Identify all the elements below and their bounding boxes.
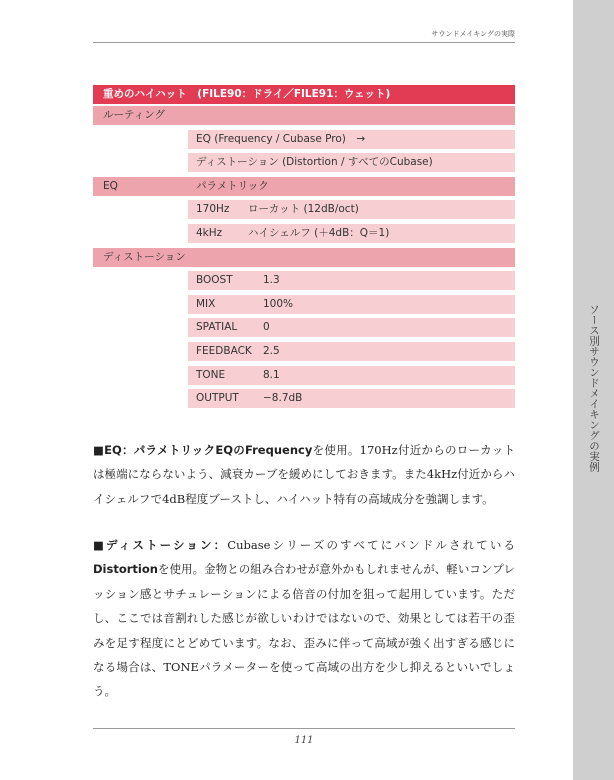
running-header: サウンドメイキングの実際 — [431, 30, 515, 38]
plugin-name: Distortion — [93, 562, 158, 577]
eq-band-row — [188, 224, 515, 243]
section-label-eq: EQ — [103, 179, 118, 192]
chapter-side-tab — [573, 0, 614, 780]
distortion-param-row — [188, 389, 515, 408]
paragraph-text: を使用。金物との組み合わせが意外かもしれませんが、軽いコンプレッション感とサチュレーションによる倍音の付加を狙って起用しています。ただし、ここでは音割れした感じが欲しいわけではないので、効果としては若干の歪みを足す程度にとどめています。なお、歪みに伴って高域が強く出すぎる感じになる場合は、TONEパラメーターを使って高域の出方を少し抑えるといいでしょう。 — [93, 562, 515, 699]
eq-band-freq: 4kHz — [196, 226, 223, 239]
param-value: 8.1 — [263, 368, 280, 381]
section-row-distortion — [93, 248, 515, 267]
footer-rule — [93, 728, 515, 729]
routing-step-2: ディストーション (Distortion / すべてのCubase) — [196, 156, 433, 169]
distortion-param-row — [188, 318, 515, 337]
param-value: 0 — [263, 321, 270, 334]
eq-band-freq: 170Hz — [196, 203, 230, 216]
distortion-param-row — [188, 295, 515, 314]
eq-explanation-paragraph — [93, 438, 515, 511]
section-label-distortion: ディストーション — [103, 250, 186, 263]
param-value: 100% — [263, 297, 294, 310]
eq-band-setting: ローカット (12dB/oct) — [248, 203, 359, 216]
settings-table-title: 重めのハイハット (FILE90：ドライ／FILE91：ウェット) — [93, 85, 515, 104]
header-rule — [93, 42, 515, 43]
param-value: 1.3 — [263, 274, 280, 287]
eq-band-setting: ハイシェルフ (＋4dB：Q＝1) — [248, 226, 390, 239]
routing-step-1: EQ (Frequency / Cubase Pro) → — [196, 132, 366, 145]
param-name: MIX — [196, 297, 216, 310]
param-name: FEEDBACK — [196, 344, 252, 357]
section-row-routing — [93, 106, 515, 125]
param-name: BOOST — [196, 274, 233, 287]
paragraph-text: Cubaseシリーズのすべてにバンドルされている — [227, 538, 515, 552]
paragraph-lead: ■EQ：パラメトリックEQのFrequency — [93, 443, 313, 457]
routing-step-row — [188, 153, 515, 172]
eq-type: パラメトリック — [196, 179, 269, 192]
distortion-param-row — [188, 342, 515, 361]
param-value: −8.7dB — [263, 392, 303, 405]
distortion-explanation-paragraph — [93, 533, 515, 704]
param-name: OUTPUT — [196, 392, 239, 405]
paragraph-text: を使用。170Hz付近からのローカットは極端にならないよう、減衰カーブを緩めにしておきます。また4kHz付近からハイシェルフで4dB程度ブーストし、ハイハット特有の高域成分を強調します。 — [93, 443, 515, 506]
param-name: TONE — [196, 368, 226, 381]
eq-band-row — [188, 200, 515, 219]
distortion-param-row — [188, 271, 515, 290]
param-value: 2.5 — [263, 344, 280, 357]
settings-table — [93, 85, 515, 413]
param-name: SPATIAL — [196, 321, 238, 334]
routing-step-row — [188, 130, 515, 149]
section-label-routing: ルーティング — [103, 109, 165, 121]
distortion-param-row — [188, 366, 515, 385]
side-tab-label: ソース別サウンドメイキングの実例 — [588, 304, 600, 472]
paragraph-lead: ■ディストーション： — [93, 538, 228, 552]
section-row-eq — [93, 177, 515, 196]
page-number: 111 — [294, 735, 314, 746]
